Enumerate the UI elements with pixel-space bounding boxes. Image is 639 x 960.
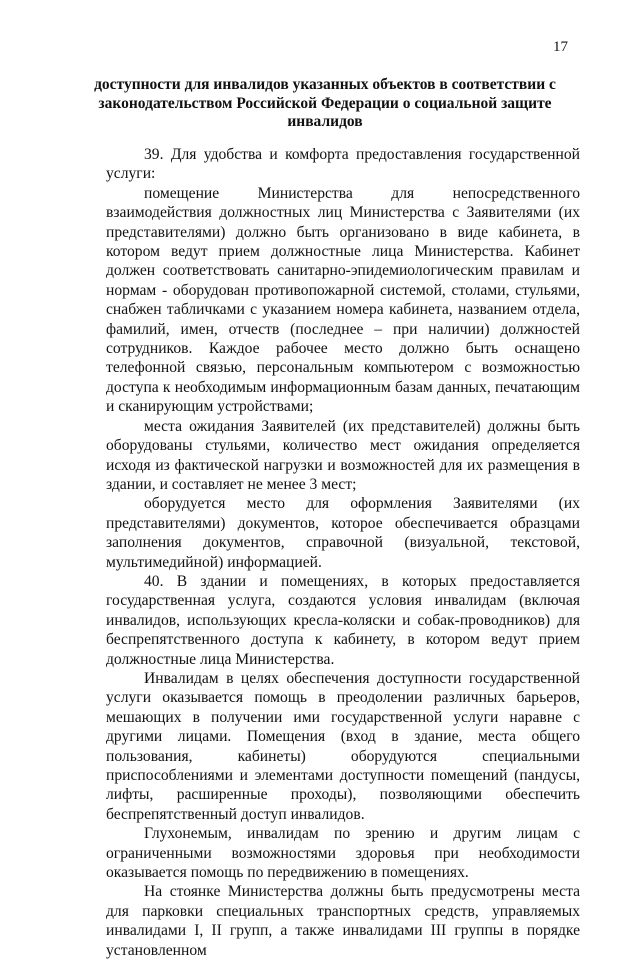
section-heading: доступности для инвалидов указанных объектов в соответствии с законодательством Российской Федерации о социальной защите инвалидов [94,76,556,130]
paragraph-waiting-areas: места ожидания Заявителей (их представителей) должны быть оборудованы стульями, количество мест ожидания определяется исходя из фактической нагрузки и возможностей для их размещения в здании, и составляет не менее 3 мест; [106,417,580,493]
paragraph-document-place: оборудуется место для оформления Заявителями (их представителями) документов, которое обеспечивается образцами заполнения документов, справочной (визуальной, текстовой, мультимедийной) информацией. [106,495,580,571]
paragraph-parking: На стоянке Министерства должны быть предусмотрены места для парковки специальных транспортных средств, управляемых инвалидами I, II групп, а также инвалидами III группы в порядке установленном [106,883,580,959]
paragraph-deaf-blind-help: Глухонемым, инвалидам по зрению и другим лицам с ограниченными возможностями здоровья при необходимости оказывается помощь по передвижению в помещениях. [106,825,580,882]
paragraph-barriers-help: Инвалидам в целях обеспечения доступности государственной услуги оказывается помощь в преодолении различных барьеров, мешающих в получении ими государственной услуги наравне с другими лицами. Помещения (вход в здание, места общего пользования, кабинеты) оборудуются специальными приспособлениями и элементами доступности помещений (пандусы, лифты, расширенные проходы), позволяющими обеспечить беспрепятственный доступ инвалидов. [106,669,580,823]
document-body [106,145,580,960]
paragraph-39-intro: 39. Для удобства и комфорта предоставления государственной услуги: [106,146,580,183]
page-number: 17 [553,39,568,55]
paragraph-office-requirements: помещение Министерства для непосредственного взаимодействия должностных лиц Министерства с Заявителями (их представителями) должно быть организовано в виде кабинета, в котором ведут прием должностные лица Министерства. Кабинет должен соответствовать санитарно-эпидемиологическим правилам и нормам - оборудован противопожарной системой, столами, стульями, снабжен табличками с указанием номера кабинета, названием отдела, фамилий, имен, отчеств (последнее – при наличии) должностей сотрудников. Каждое рабочее место должно быть оснащено телефонной связью, персональным компьютером с возможностью доступа к необходимым информационным базам данных, печатающим и сканирующим устройствами; [106,184,580,416]
paragraph-40-accessibility: 40. В здании и помещениях, в которых предоставляется государственная услуга, создаются условия инвалидам (включая инвалидов, использующих кресла-коляски и собак-проводников) для беспрепятственного доступа к кабинету, в котором ведут прием должностные лица Министерства. [106,572,580,668]
